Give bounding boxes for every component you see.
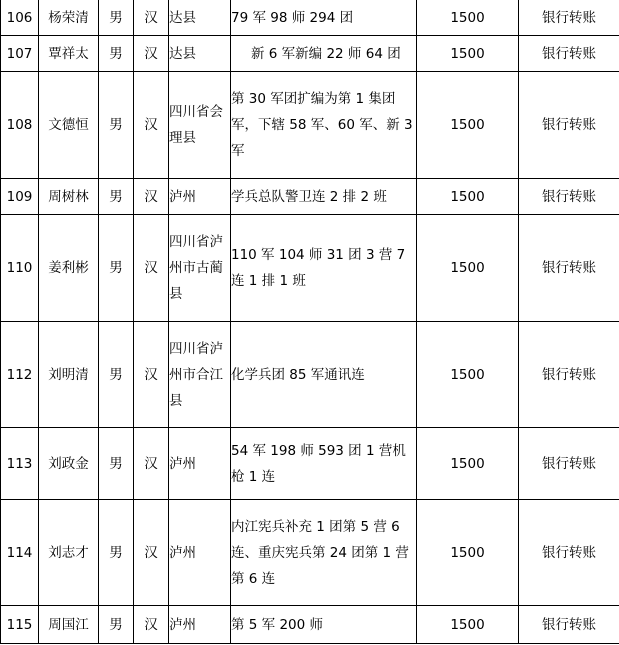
sex-cell: 男 <box>99 215 134 322</box>
ethnicity-cell: 汉 <box>134 0 169 36</box>
row-number: 108 <box>1 72 39 179</box>
unit-text: 内江宪兵补充 1 团第 5 营 6 连、重庆宪兵第 24 团第 1 营第 6 连 <box>231 518 409 587</box>
amount-cell: 1500 <box>417 606 519 644</box>
hometown-cell <box>169 606 231 644</box>
ethnicity-cell: 汉 <box>134 36 169 72</box>
hometown-cell <box>169 36 231 72</box>
row-number: 109 <box>1 179 39 215</box>
payment-method-cell: 银行转账 <box>519 322 619 428</box>
unit-text: 第 30 军团扩编为第 1 集团军，下辖 58 军、60 军、新 3 军 <box>231 91 413 159</box>
ethnicity-cell: 汉 <box>134 500 169 606</box>
table-row <box>1 322 619 428</box>
unit-cell <box>231 500 417 606</box>
hometown-text: 达县 <box>169 9 196 26</box>
unit-text: 新 6 军新编 22 师 64 团 <box>251 45 401 62</box>
person-name: 刘志才 <box>39 500 99 606</box>
payment-method-cell: 银行转账 <box>519 215 619 322</box>
amount-cell: 1500 <box>417 215 519 322</box>
payment-method-cell: 银行转账 <box>519 36 619 72</box>
unit-cell <box>231 606 417 644</box>
hometown-text: 泸州 <box>169 616 196 633</box>
row-number: 107 <box>1 36 39 72</box>
amount-cell: 1500 <box>417 36 519 72</box>
person-name: 姜利彬 <box>39 215 99 322</box>
table-row <box>1 428 619 500</box>
amount-cell: 1500 <box>417 500 519 606</box>
payment-method-cell: 银行转账 <box>519 606 619 644</box>
amount-cell: 1500 <box>417 0 519 36</box>
hometown-cell <box>169 215 231 322</box>
unit-text: 110 军 104 师 31 团 3 营 7 连 1 排 1 班 <box>231 247 406 289</box>
payment-method-cell: 银行转账 <box>519 72 619 179</box>
person-name: 覃祥太 <box>39 36 99 72</box>
sex-cell: 男 <box>99 0 134 36</box>
unit-cell <box>231 215 417 322</box>
hometown-text: 达县 <box>169 45 196 62</box>
hometown-text: 泸州 <box>169 455 196 472</box>
ethnicity-cell: 汉 <box>134 215 169 322</box>
row-number: 112 <box>1 322 39 428</box>
person-name: 刘明清 <box>39 322 99 428</box>
unit-text: 79 军 98 师 294 团 <box>231 9 354 26</box>
unit-text: 化学兵团 85 军通讯连 <box>231 366 365 383</box>
table-row <box>1 215 619 322</box>
hometown-text: 泸州 <box>169 544 196 561</box>
sex-cell: 男 <box>99 322 134 428</box>
row-number: 114 <box>1 500 39 606</box>
unit-cell <box>231 0 417 36</box>
unit-cell <box>231 179 417 215</box>
unit-cell <box>231 322 417 428</box>
payment-method-cell: 银行转账 <box>519 0 619 36</box>
hometown-text: 四川省泸州市古蔺县 <box>169 234 223 302</box>
amount-cell: 1500 <box>417 428 519 500</box>
unit-text: 学兵总队警卫连 2 排 2 班 <box>231 188 387 205</box>
table-row <box>1 72 619 179</box>
amount-cell: 1500 <box>417 72 519 179</box>
hometown-cell <box>169 72 231 179</box>
person-name: 文德恒 <box>39 72 99 179</box>
hometown-text: 四川省会理县 <box>169 104 223 146</box>
unit-cell <box>231 428 417 500</box>
hometown-text: 泸州 <box>169 188 196 205</box>
unit-cell <box>231 72 417 179</box>
table-row <box>1 606 619 644</box>
row-number: 110 <box>1 215 39 322</box>
amount-cell: 1500 <box>417 322 519 428</box>
table-row <box>1 36 619 72</box>
unit-text: 第 5 军 200 师 <box>231 616 324 633</box>
unit-cell <box>231 36 417 72</box>
person-name: 刘政金 <box>39 428 99 500</box>
payment-method-cell: 银行转账 <box>519 428 619 500</box>
sex-cell: 男 <box>99 72 134 179</box>
ethnicity-cell: 汉 <box>134 428 169 500</box>
hometown-text: 四川省泸州市合江县 <box>169 340 223 409</box>
sex-cell: 男 <box>99 36 134 72</box>
ethnicity-cell: 汉 <box>134 606 169 644</box>
hometown-cell <box>169 428 231 500</box>
sex-cell: 男 <box>99 179 134 215</box>
hometown-cell <box>169 500 231 606</box>
sex-cell: 男 <box>99 500 134 606</box>
ethnicity-cell: 汉 <box>134 322 169 428</box>
table-row <box>1 179 619 215</box>
payment-method-cell: 银行转账 <box>519 500 619 606</box>
person-name: 周树林 <box>39 179 99 215</box>
payment-method-cell: 银行转账 <box>519 179 619 215</box>
sex-cell: 男 <box>99 428 134 500</box>
row-number: 106 <box>1 0 39 36</box>
unit-text: 54 军 198 师 593 团 1 营机枪 1 连 <box>231 442 406 485</box>
table-row <box>1 0 619 36</box>
table-row <box>1 500 619 606</box>
ethnicity-cell: 汉 <box>134 72 169 179</box>
person-name: 周国江 <box>39 606 99 644</box>
row-number: 113 <box>1 428 39 500</box>
amount-cell: 1500 <box>417 179 519 215</box>
row-number: 115 <box>1 606 39 644</box>
hometown-cell <box>169 179 231 215</box>
hometown-cell <box>169 0 231 36</box>
person-name: 杨荣清 <box>39 0 99 36</box>
hometown-cell <box>169 322 231 428</box>
sex-cell: 男 <box>99 606 134 644</box>
ethnicity-cell: 汉 <box>134 179 169 215</box>
